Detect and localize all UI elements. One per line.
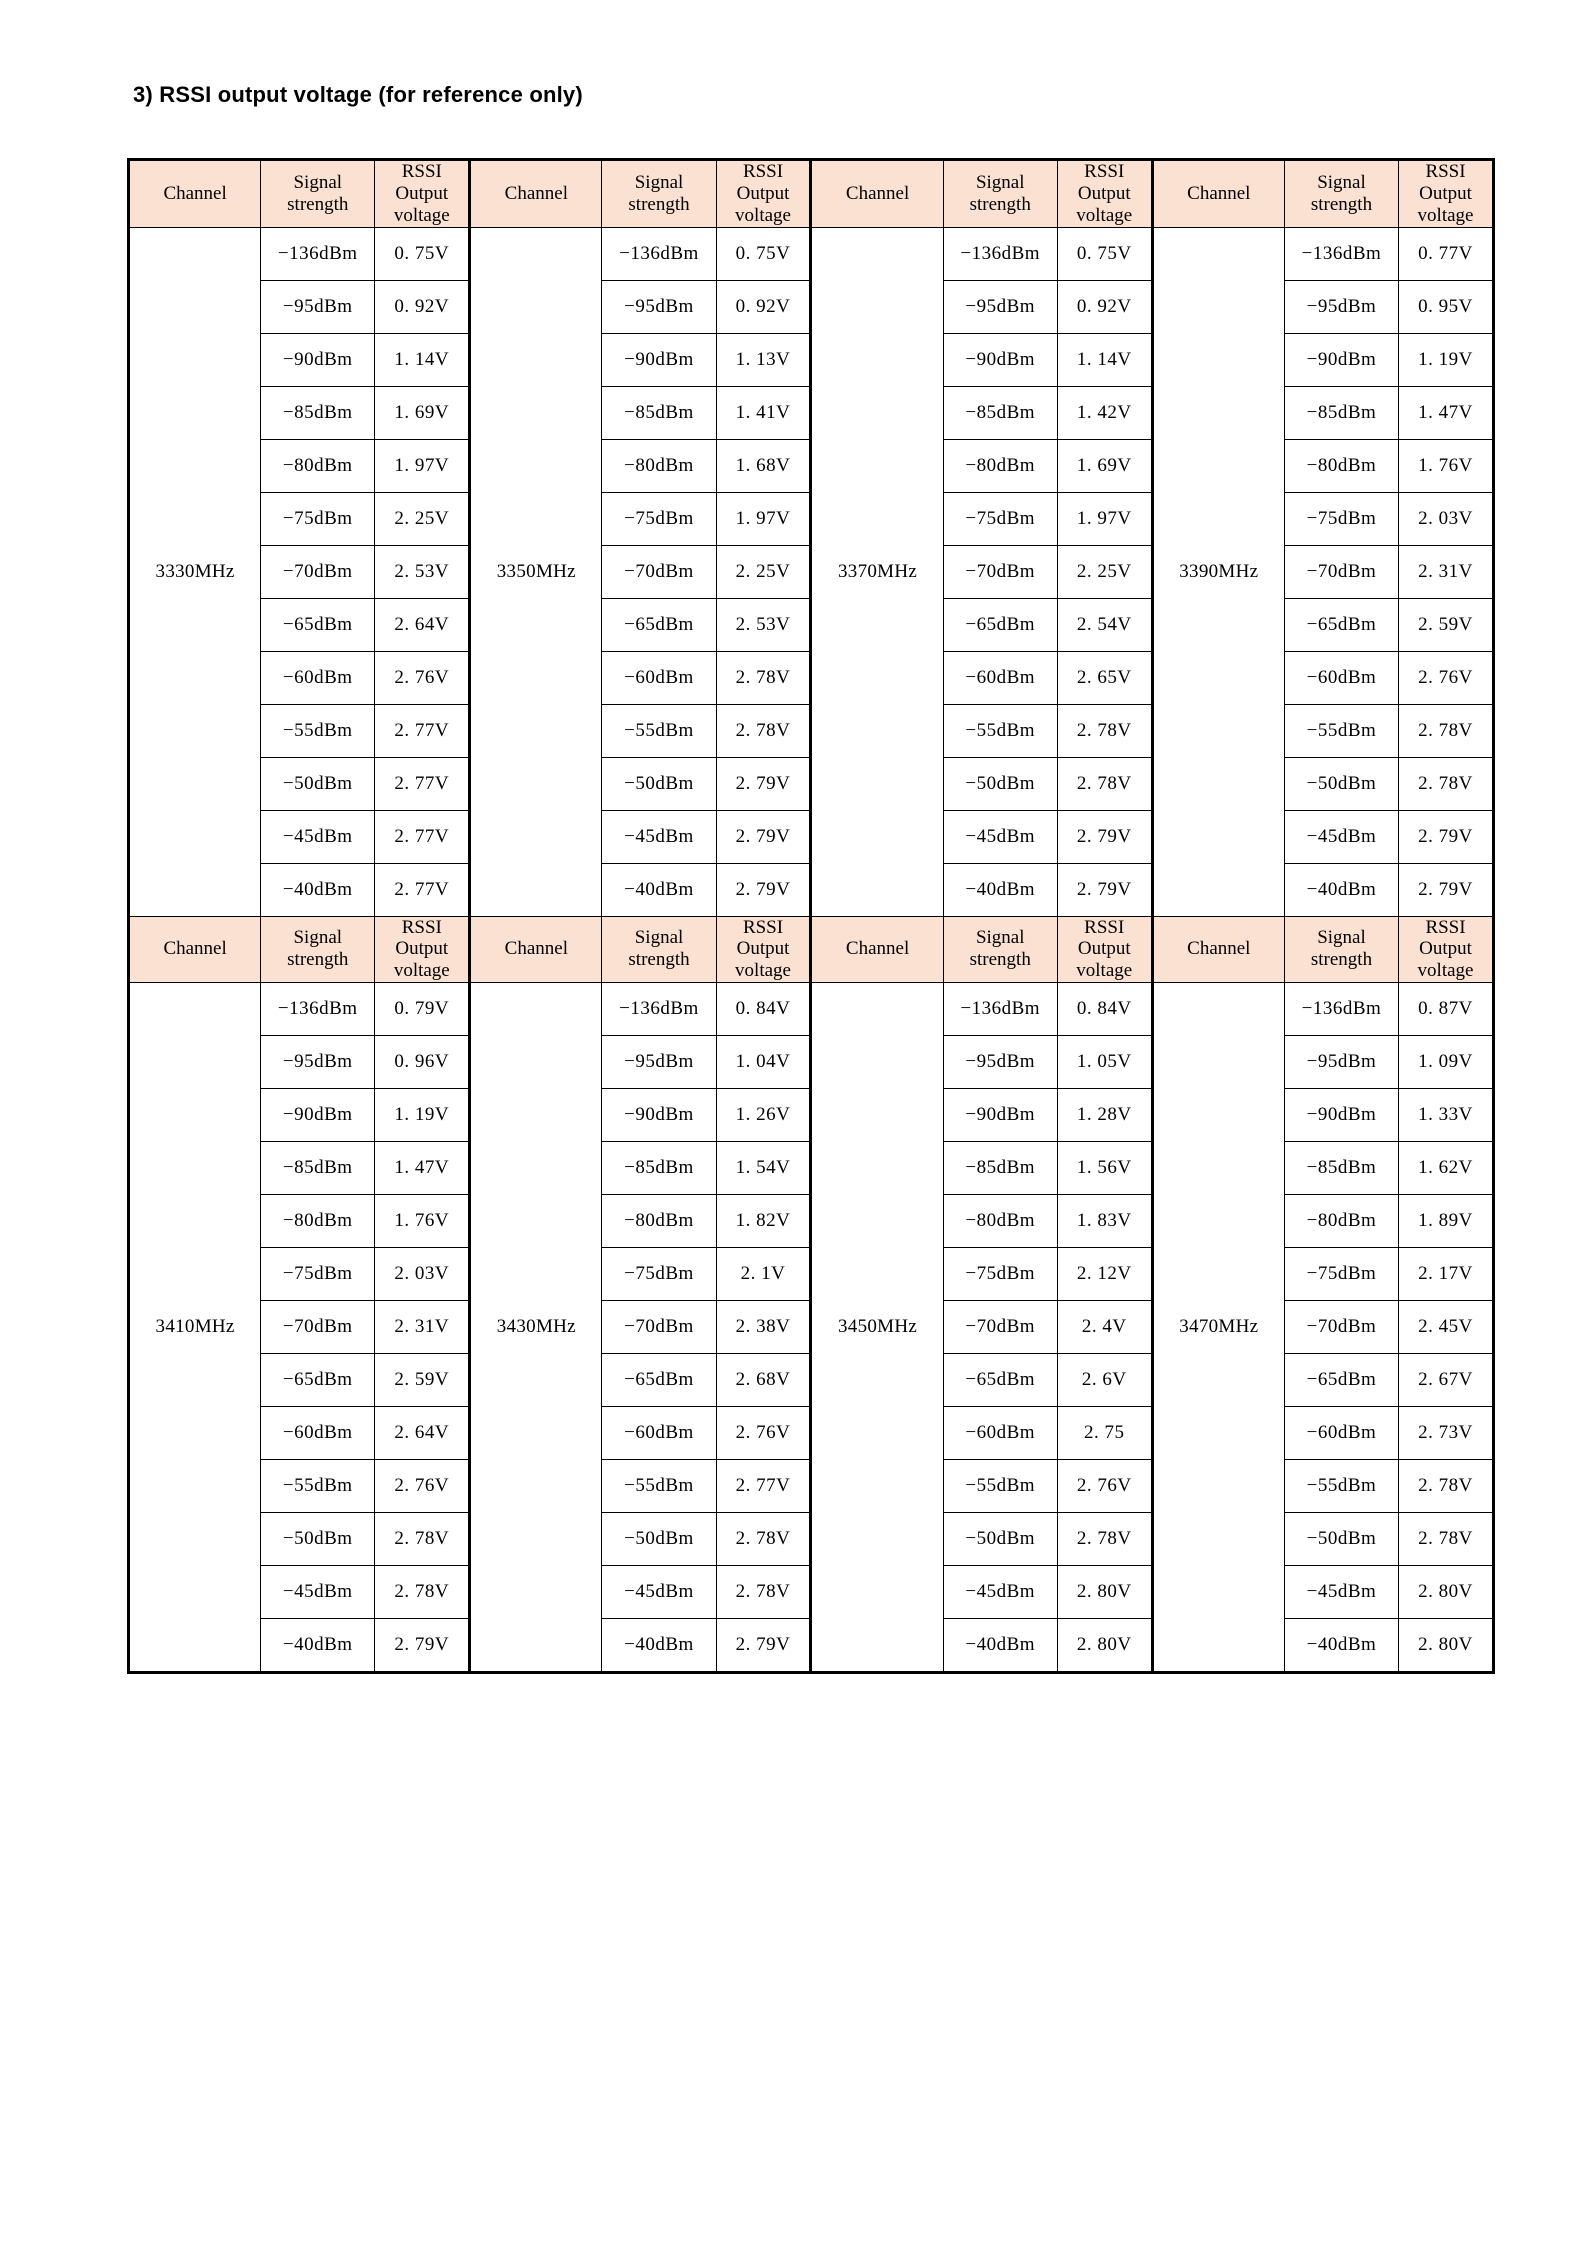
cell-signal-strength: −70dBm <box>943 1301 1057 1354</box>
cell-rssi-voltage: 1. 33V <box>1399 1089 1494 1142</box>
cell-signal-strength: −50dBm <box>261 757 375 810</box>
cell-signal-strength: −70dBm <box>602 545 716 598</box>
cell-rssi-voltage: 1. 97V <box>716 492 811 545</box>
cell-signal-strength: −95dBm <box>602 1036 716 1089</box>
cell-signal-strength: −80dBm <box>602 439 716 492</box>
cell-signal-strength: −50dBm <box>943 757 1057 810</box>
header-signal-strength: Signal strength <box>261 916 375 983</box>
cell-signal-strength: −136dBm <box>261 983 375 1036</box>
cell-rssi-voltage: 2. 75 <box>1057 1407 1152 1460</box>
cell-signal-strength: −60dBm <box>602 1407 716 1460</box>
header-rssi-output-voltage: RSSI Output voltage <box>1057 160 1152 228</box>
cell-rssi-voltage: 2. 78V <box>375 1566 470 1619</box>
cell-rssi-voltage: 2. 64V <box>375 598 470 651</box>
cell-rssi-voltage: 2. 78V <box>1057 1513 1152 1566</box>
cell-signal-strength: −75dBm <box>1284 492 1398 545</box>
cell-signal-strength: −75dBm <box>261 492 375 545</box>
cell-signal-strength: −85dBm <box>602 386 716 439</box>
cell-rssi-voltage: 2. 78V <box>716 704 811 757</box>
cell-signal-strength: −136dBm <box>943 983 1057 1036</box>
cell-signal-strength: −90dBm <box>261 1089 375 1142</box>
cell-signal-strength: −65dBm <box>943 1354 1057 1407</box>
cell-signal-strength: −40dBm <box>943 1619 1057 1673</box>
cell-signal-strength: −65dBm <box>261 598 375 651</box>
cell-signal-strength: −40dBm <box>602 863 716 916</box>
header-signal-strength: Signal strength <box>602 916 716 983</box>
cell-signal-strength: −75dBm <box>602 492 716 545</box>
cell-rssi-voltage: 2. 78V <box>716 651 811 704</box>
cell-signal-strength: −60dBm <box>943 1407 1057 1460</box>
cell-signal-strength: −80dBm <box>943 439 1057 492</box>
cell-signal-strength: −85dBm <box>1284 1142 1398 1195</box>
cell-channel: 3430MHz <box>470 983 602 1673</box>
cell-signal-strength: −70dBm <box>1284 1301 1398 1354</box>
cell-signal-strength: −80dBm <box>261 1195 375 1248</box>
table-header-row <box>129 916 1494 983</box>
cell-signal-strength: −65dBm <box>602 598 716 651</box>
cell-rssi-voltage: 1. 28V <box>1057 1089 1152 1142</box>
cell-rssi-voltage: 2. 45V <box>1399 1301 1494 1354</box>
cell-rssi-voltage: 2. 77V <box>716 1460 811 1513</box>
header-channel: Channel <box>811 916 943 983</box>
cell-signal-strength: −95dBm <box>261 280 375 333</box>
cell-rssi-voltage: 2. 79V <box>1057 810 1152 863</box>
cell-rssi-voltage: 0. 79V <box>375 983 470 1036</box>
cell-signal-strength: −80dBm <box>943 1195 1057 1248</box>
cell-rssi-voltage: 1. 47V <box>1399 386 1494 439</box>
header-signal-strength: Signal strength <box>943 916 1057 983</box>
cell-channel: 3450MHz <box>811 983 943 1673</box>
cell-rssi-voltage: 2. 6V <box>1057 1354 1152 1407</box>
cell-rssi-voltage: 2. 38V <box>716 1301 811 1354</box>
cell-signal-strength: −95dBm <box>261 1036 375 1089</box>
header-rssi-output-voltage: RSSI Output voltage <box>1399 160 1494 228</box>
cell-rssi-voltage: 2. 78V <box>1399 1460 1494 1513</box>
header-rssi-output-voltage: RSSI Output voltage <box>375 916 470 983</box>
cell-rssi-voltage: 2. 80V <box>1057 1566 1152 1619</box>
cell-rssi-voltage: 2. 53V <box>716 598 811 651</box>
cell-signal-strength: −136dBm <box>1284 983 1398 1036</box>
header-channel: Channel <box>129 160 261 228</box>
cell-rssi-voltage: 2. 78V <box>375 1513 470 1566</box>
header-signal-strength: Signal strength <box>261 160 375 228</box>
cell-rssi-voltage: 2. 78V <box>716 1513 811 1566</box>
cell-rssi-voltage: 2. 53V <box>375 545 470 598</box>
cell-signal-strength: −136dBm <box>1284 227 1398 280</box>
cell-rssi-voltage: 1. 05V <box>1057 1036 1152 1089</box>
header-rssi-output-voltage: RSSI Output voltage <box>375 160 470 228</box>
cell-signal-strength: −75dBm <box>943 492 1057 545</box>
cell-rssi-voltage: 2. 31V <box>1399 545 1494 598</box>
cell-signal-strength: −136dBm <box>261 227 375 280</box>
cell-signal-strength: −90dBm <box>943 1089 1057 1142</box>
rssi-output-voltage-table <box>127 158 1495 1674</box>
cell-rssi-voltage: 1. 04V <box>716 1036 811 1089</box>
cell-signal-strength: −45dBm <box>602 810 716 863</box>
cell-signal-strength: −85dBm <box>943 1142 1057 1195</box>
cell-channel: 3370MHz <box>811 227 943 916</box>
cell-signal-strength: −55dBm <box>1284 1460 1398 1513</box>
cell-rssi-voltage: 2. 79V <box>716 863 811 916</box>
cell-signal-strength: −60dBm <box>602 651 716 704</box>
cell-signal-strength: −45dBm <box>261 810 375 863</box>
cell-signal-strength: −85dBm <box>261 1142 375 1195</box>
cell-rssi-voltage: 2. 80V <box>1399 1619 1494 1673</box>
cell-rssi-voltage: 0. 75V <box>716 227 811 280</box>
cell-rssi-voltage: 2. 76V <box>1057 1460 1152 1513</box>
cell-rssi-voltage: 0. 92V <box>716 280 811 333</box>
header-rssi-output-voltage: RSSI Output voltage <box>716 160 811 228</box>
cell-rssi-voltage: 2. 79V <box>716 1619 811 1673</box>
cell-rssi-voltage: 0. 84V <box>1057 983 1152 1036</box>
cell-signal-strength: −70dBm <box>602 1301 716 1354</box>
cell-rssi-voltage: 1. 89V <box>1399 1195 1494 1248</box>
cell-signal-strength: −40dBm <box>602 1619 716 1673</box>
cell-rssi-voltage: 2. 17V <box>1399 1248 1494 1301</box>
cell-signal-strength: −60dBm <box>261 651 375 704</box>
cell-rssi-voltage: 1. 09V <box>1399 1036 1494 1089</box>
cell-rssi-voltage: 1. 97V <box>375 439 470 492</box>
cell-rssi-voltage: 2. 76V <box>1399 651 1494 704</box>
cell-rssi-voltage: 0. 92V <box>375 280 470 333</box>
cell-rssi-voltage: 2. 79V <box>1057 863 1152 916</box>
cell-rssi-voltage: 2. 79V <box>716 810 811 863</box>
cell-rssi-voltage: 1. 26V <box>716 1089 811 1142</box>
cell-channel: 3390MHz <box>1152 227 1284 916</box>
cell-rssi-voltage: 2. 79V <box>1399 863 1494 916</box>
header-rssi-output-voltage: RSSI Output voltage <box>1057 916 1152 983</box>
cell-rssi-voltage: 2. 77V <box>375 704 470 757</box>
cell-rssi-voltage: 1. 42V <box>1057 386 1152 439</box>
header-signal-strength: Signal strength <box>1284 160 1398 228</box>
cell-rssi-voltage: 1. 69V <box>1057 439 1152 492</box>
cell-signal-strength: −50dBm <box>602 757 716 810</box>
cell-rssi-voltage: 2. 59V <box>1399 598 1494 651</box>
cell-rssi-voltage: 0. 84V <box>716 983 811 1036</box>
cell-signal-strength: −65dBm <box>261 1354 375 1407</box>
cell-channel: 3330MHz <box>129 227 261 916</box>
cell-rssi-voltage: 2. 25V <box>375 492 470 545</box>
cell-rssi-voltage: 1. 83V <box>1057 1195 1152 1248</box>
cell-signal-strength: −95dBm <box>943 280 1057 333</box>
header-signal-strength: Signal strength <box>943 160 1057 228</box>
cell-signal-strength: −65dBm <box>1284 598 1398 651</box>
cell-signal-strength: −60dBm <box>943 651 1057 704</box>
cell-signal-strength: −90dBm <box>1284 333 1398 386</box>
cell-channel: 3350MHz <box>470 227 602 916</box>
header-channel: Channel <box>811 160 943 228</box>
cell-signal-strength: −80dBm <box>1284 439 1398 492</box>
cell-rssi-voltage: 2. 03V <box>375 1248 470 1301</box>
cell-rssi-voltage: 2. 77V <box>375 810 470 863</box>
cell-rssi-voltage: 1. 14V <box>375 333 470 386</box>
cell-signal-strength: −90dBm <box>943 333 1057 386</box>
cell-signal-strength: −45dBm <box>261 1566 375 1619</box>
cell-rssi-voltage: 2. 78V <box>1057 704 1152 757</box>
cell-rssi-voltage: 2. 73V <box>1399 1407 1494 1460</box>
cell-rssi-voltage: 0. 75V <box>1057 227 1152 280</box>
cell-rssi-voltage: 2. 25V <box>716 545 811 598</box>
cell-rssi-voltage: 2. 78V <box>1399 757 1494 810</box>
cell-rssi-voltage: 1. 62V <box>1399 1142 1494 1195</box>
cell-channel: 3470MHz <box>1152 983 1284 1673</box>
cell-signal-strength: −45dBm <box>1284 1566 1398 1619</box>
cell-rssi-voltage: 2. 79V <box>716 757 811 810</box>
cell-rssi-voltage: 1. 41V <box>716 386 811 439</box>
header-channel: Channel <box>470 916 602 983</box>
header-rssi-output-voltage: RSSI Output voltage <box>1399 916 1494 983</box>
cell-signal-strength: −90dBm <box>602 1089 716 1142</box>
cell-rssi-voltage: 2. 25V <box>1057 545 1152 598</box>
cell-rssi-voltage: 2. 12V <box>1057 1248 1152 1301</box>
cell-signal-strength: −40dBm <box>261 1619 375 1673</box>
cell-rssi-voltage: 1. 97V <box>1057 492 1152 545</box>
rssi-table-container <box>127 158 1495 1674</box>
header-channel: Channel <box>1152 160 1284 228</box>
cell-rssi-voltage: 2. 76V <box>716 1407 811 1460</box>
cell-signal-strength: −45dBm <box>1284 810 1398 863</box>
header-channel: Channel <box>129 916 261 983</box>
cell-rssi-voltage: 2. 77V <box>375 757 470 810</box>
cell-rssi-voltage: 2. 78V <box>716 1566 811 1619</box>
cell-signal-strength: −75dBm <box>943 1248 1057 1301</box>
cell-signal-strength: −50dBm <box>943 1513 1057 1566</box>
cell-signal-strength: −95dBm <box>1284 1036 1398 1089</box>
cell-signal-strength: −50dBm <box>602 1513 716 1566</box>
cell-rssi-voltage: 1. 76V <box>1399 439 1494 492</box>
cell-rssi-voltage: 2. 64V <box>375 1407 470 1460</box>
cell-signal-strength: −85dBm <box>602 1142 716 1195</box>
cell-rssi-voltage: 2. 76V <box>375 1460 470 1513</box>
cell-rssi-voltage: 1. 47V <box>375 1142 470 1195</box>
cell-signal-strength: −70dBm <box>261 1301 375 1354</box>
cell-signal-strength: −75dBm <box>1284 1248 1398 1301</box>
cell-signal-strength: −55dBm <box>261 704 375 757</box>
cell-signal-strength: −90dBm <box>602 333 716 386</box>
cell-signal-strength: −95dBm <box>602 280 716 333</box>
cell-signal-strength: −50dBm <box>261 1513 375 1566</box>
cell-signal-strength: −45dBm <box>943 810 1057 863</box>
cell-signal-strength: −60dBm <box>261 1407 375 1460</box>
cell-rssi-voltage: 2. 4V <box>1057 1301 1152 1354</box>
cell-rssi-voltage: 1. 76V <box>375 1195 470 1248</box>
cell-rssi-voltage: 1. 54V <box>716 1142 811 1195</box>
cell-signal-strength: −65dBm <box>1284 1354 1398 1407</box>
table-row <box>129 983 1494 1036</box>
cell-rssi-voltage: 1. 69V <box>375 386 470 439</box>
cell-signal-strength: −75dBm <box>261 1248 375 1301</box>
cell-signal-strength: −136dBm <box>943 227 1057 280</box>
page-title: 3) RSSI output voltage (for reference only) <box>133 82 583 107</box>
cell-rssi-voltage: 1. 19V <box>1399 333 1494 386</box>
cell-rssi-voltage: 2. 59V <box>375 1354 470 1407</box>
cell-signal-strength: −90dBm <box>1284 1089 1398 1142</box>
cell-signal-strength: −136dBm <box>602 983 716 1036</box>
cell-signal-strength: −45dBm <box>943 1566 1057 1619</box>
cell-signal-strength: −40dBm <box>1284 863 1398 916</box>
cell-rssi-voltage: 2. 79V <box>1399 810 1494 863</box>
cell-signal-strength: −70dBm <box>261 545 375 598</box>
cell-signal-strength: −80dBm <box>261 439 375 492</box>
cell-rssi-voltage: 2. 79V <box>375 1619 470 1673</box>
cell-signal-strength: −45dBm <box>602 1566 716 1619</box>
cell-signal-strength: −95dBm <box>1284 280 1398 333</box>
cell-rssi-voltage: 0. 75V <box>375 227 470 280</box>
header-signal-strength: Signal strength <box>602 160 716 228</box>
cell-signal-strength: −50dBm <box>1284 757 1398 810</box>
cell-channel: 3410MHz <box>129 983 261 1673</box>
header-signal-strength: Signal strength <box>1284 916 1398 983</box>
cell-rssi-voltage: 1. 82V <box>716 1195 811 1248</box>
cell-rssi-voltage: 2. 31V <box>375 1301 470 1354</box>
cell-signal-strength: −85dBm <box>943 386 1057 439</box>
cell-rssi-voltage: 1. 13V <box>716 333 811 386</box>
cell-rssi-voltage: 2. 78V <box>1399 1513 1494 1566</box>
cell-rssi-voltage: 2. 78V <box>1057 757 1152 810</box>
cell-signal-strength: −80dBm <box>602 1195 716 1248</box>
cell-signal-strength: −95dBm <box>943 1036 1057 1089</box>
cell-rssi-voltage: 0. 87V <box>1399 983 1494 1036</box>
cell-rssi-voltage: 0. 77V <box>1399 227 1494 280</box>
cell-signal-strength: −136dBm <box>602 227 716 280</box>
cell-rssi-voltage: 0. 92V <box>1057 280 1152 333</box>
cell-rssi-voltage: 0. 96V <box>375 1036 470 1089</box>
cell-rssi-voltage: 1. 56V <box>1057 1142 1152 1195</box>
cell-signal-strength: −55dBm <box>602 1460 716 1513</box>
cell-rssi-voltage: 2. 54V <box>1057 598 1152 651</box>
cell-signal-strength: −60dBm <box>1284 651 1398 704</box>
header-rssi-output-voltage: RSSI Output voltage <box>716 916 811 983</box>
cell-signal-strength: −70dBm <box>1284 545 1398 598</box>
header-channel: Channel <box>470 160 602 228</box>
cell-rssi-voltage: 2. 1V <box>716 1248 811 1301</box>
cell-signal-strength: −55dBm <box>261 1460 375 1513</box>
cell-rssi-voltage: 1. 14V <box>1057 333 1152 386</box>
cell-rssi-voltage: 2. 67V <box>1399 1354 1494 1407</box>
cell-signal-strength: −50dBm <box>1284 1513 1398 1566</box>
cell-rssi-voltage: 2. 68V <box>716 1354 811 1407</box>
cell-signal-strength: −70dBm <box>943 545 1057 598</box>
cell-rssi-voltage: 2. 65V <box>1057 651 1152 704</box>
cell-signal-strength: −55dBm <box>1284 704 1398 757</box>
cell-signal-strength: −40dBm <box>1284 1619 1398 1673</box>
cell-signal-strength: −60dBm <box>1284 1407 1398 1460</box>
cell-signal-strength: −40dBm <box>261 863 375 916</box>
cell-rssi-voltage: 2. 78V <box>1399 704 1494 757</box>
cell-rssi-voltage: 1. 68V <box>716 439 811 492</box>
table-header-row <box>129 160 1494 228</box>
cell-rssi-voltage: 1. 19V <box>375 1089 470 1142</box>
cell-signal-strength: −85dBm <box>1284 386 1398 439</box>
cell-signal-strength: −55dBm <box>943 1460 1057 1513</box>
cell-rssi-voltage: 2. 03V <box>1399 492 1494 545</box>
cell-rssi-voltage: 2. 80V <box>1399 1566 1494 1619</box>
cell-rssi-voltage: 2. 80V <box>1057 1619 1152 1673</box>
cell-signal-strength: −75dBm <box>602 1248 716 1301</box>
cell-rssi-voltage: 0. 95V <box>1399 280 1494 333</box>
cell-signal-strength: −90dBm <box>261 333 375 386</box>
table-row <box>129 227 1494 280</box>
cell-signal-strength: −80dBm <box>1284 1195 1398 1248</box>
cell-rssi-voltage: 2. 76V <box>375 651 470 704</box>
cell-signal-strength: −65dBm <box>602 1354 716 1407</box>
cell-signal-strength: −55dBm <box>943 704 1057 757</box>
cell-signal-strength: −65dBm <box>943 598 1057 651</box>
header-channel: Channel <box>1152 916 1284 983</box>
cell-signal-strength: −55dBm <box>602 704 716 757</box>
cell-rssi-voltage: 2. 77V <box>375 863 470 916</box>
cell-signal-strength: −85dBm <box>261 386 375 439</box>
cell-signal-strength: −40dBm <box>943 863 1057 916</box>
